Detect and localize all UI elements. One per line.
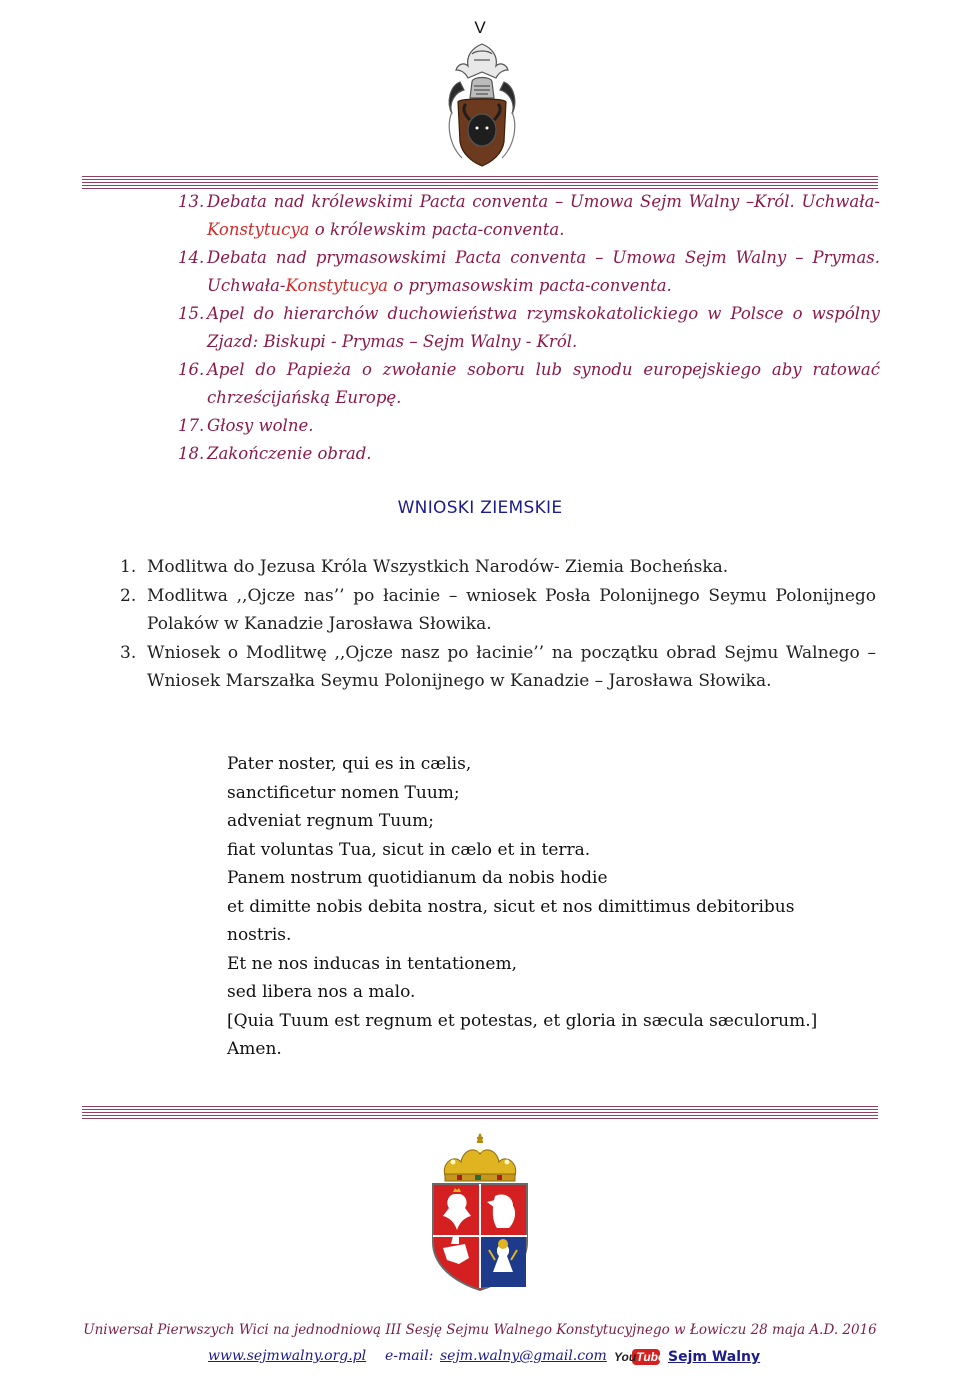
agenda-item-text: o królewskim pacta-conventa. [309,220,565,239]
email-link[interactable]: sejm.walny@gmail.com [440,1348,607,1364]
page-number: V [474,18,486,37]
motion-item [120,639,876,696]
motion-number: 3. [120,642,137,663]
motion-item [120,582,876,639]
agenda-item-number: 15. [178,304,205,323]
prayer-line: et dimitte nobis debita nostra, sicut et nos dimittimus debitoribus [227,896,795,917]
agenda-item-text: Głosy wolne. [207,416,314,435]
prayer-line: nostris. [227,925,292,945]
website-link[interactable]: www.sejmwalny.org.pl [208,1348,367,1364]
agenda-list [166,188,880,468]
motion-text: Modlitwa ,,Ojcze nas’’ po łacinie – wniosek Posła Polonijnego Seymu Polonijnego Polaków w Kanadzie Jarosława Słowika. [147,585,876,634]
agenda-item-text: Debata nad królewskimi Pacta conventa – Umowa Sejm Walny –Król. Uchwała- [207,192,880,211]
motion-text: Wniosek o Modlitwę ,,Ojcze nasz po łacinie’’ na początku obrad Sejmu Walnego – Wniosek Marszałka Seymu Polonijnego w Kanadzie – Jarosława Słowika. [147,642,876,691]
prayer-line: fiat voluntas Tua, sicut in cælo et in terra. [227,839,591,860]
prayer-text [227,750,887,1064]
prayer-line: sanctificetur nomen Tuum; [227,782,460,803]
motions-list [120,553,876,696]
agenda-item-16 [166,356,880,412]
agenda-item-14 [166,244,880,300]
prayer-line: sed libera nos a malo. [227,982,416,1002]
youtube-logo-text: YouTube [614,1350,665,1364]
agenda-item-number: 16. [178,360,205,379]
agenda-item-number: 17. [178,416,205,435]
prayer-line: Amen. [227,1039,282,1059]
section-heading: WNIOSKI ZIEMSKIE [397,498,563,518]
coat-of-arms-icon [425,1132,535,1292]
email-label: e-mail: [385,1348,434,1364]
prayer-line: [Quia Tuum est regnum et potestas, et gloria in sæcula sæculorum.] [227,1010,818,1031]
motion-item [120,553,876,582]
agenda-item-number: 13. [178,192,205,211]
agenda-item-18 [166,440,880,468]
agenda-item-text: Debata nad prymasowskimi Pacta conventa – Umowa Sejm Walny – Prymas. Uchwała- [207,248,880,295]
agenda-item-keyword: Konstytucya [207,220,310,239]
agenda-item-13 [166,188,880,244]
prayer-line: adveniat regnum Tuum; [227,811,435,831]
footer-announcement: Uniwersał Pierwszych Wici na jednodniową III Sesję Sejmu Walnego Konstytucyjnego w Łowiczu 28 maja A.D. 2016 [83,1322,877,1338]
agenda-item-text: Zakończenie obrad. [207,444,372,463]
agenda-item-keyword: Konstytucya [285,276,389,295]
prayer-line: Panem nostrum quotidianum da nobis hodie [227,868,608,888]
agenda-item-text: Apel do Papieża o zwołanie soboru lub synodu europejskiego aby ratować chrześcijańską Europę. [207,360,880,407]
youtube-logo-icon[interactable] [613,1346,665,1372]
decorative-band-bottom [82,1106,878,1120]
agenda-item-15 [166,300,880,356]
footer-contact [0,1346,960,1370]
agenda-item-number: 14. [178,248,205,267]
prayer-line: Et ne nos inducas in tentationem, [227,953,518,974]
motion-text: Modlitwa do Jezusa Króla Wszystkich Narodów- Ziemia Bocheńska. [147,557,729,577]
motion-number: 1. [120,557,137,577]
agenda-item-text: o prymasowskim pacta-conventa. [388,276,672,295]
heraldic-crest-icon [442,42,522,170]
agenda-item-17 [166,412,880,440]
agenda-item-number: 18. [178,444,205,463]
prayer-line: Pater noster, qui es in cælis, [227,754,472,774]
agenda-item-text: Apel do hierarchów duchowieństwa rzymskokatolickiego w Polsce o wspólny Zjazd: Biskupi - Prymas – Sejm Walny - Król. [207,304,880,351]
motion-number: 2. [120,585,137,606]
brand-link[interactable]: Sejm Walny [668,1349,761,1365]
